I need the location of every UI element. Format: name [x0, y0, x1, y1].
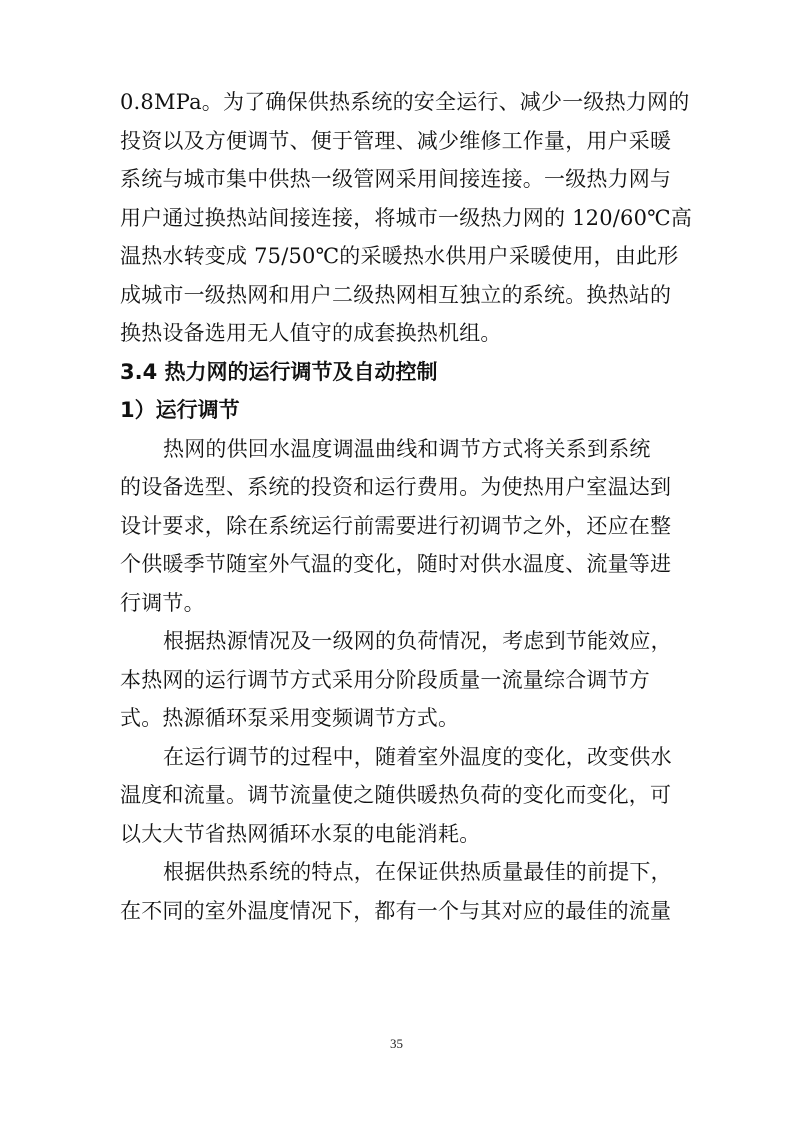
- text-line: 本热网的运行调节方式采用分阶段质量一流量综合调节方: [120, 667, 650, 692]
- text-line: 温热水转变成 75/50℃的采暖热水供用户采暖使用，由此形: [120, 244, 679, 268]
- text-line: 成城市一级热网和用户二级热网相互独立的系统。换热站的: [120, 282, 672, 307]
- text-line: 个供暖季节随室外气温的变化，随时对供水温度、流量等进: [120, 552, 672, 576]
- text-line: 系统与城市集中供热一级管网采用间接连接。一级热力网与: [120, 167, 672, 191]
- paragraph-first-line: 根据供热系统的特点，在保证供热质量最佳的前提下，: [163, 860, 672, 884]
- text-line: 式。热源循环泵采用变频调节方式。: [120, 706, 460, 730]
- text-line: 以大大节省热网循环水泵的电能消耗。: [120, 821, 481, 846]
- text-line: 的设备选型、系统的投资和运行费用。为使热用户室温达到: [120, 475, 672, 499]
- text-line: 在不同的室外温度情况下，都有一个与其对应的最佳的流量: [120, 898, 672, 923]
- paragraph-first-line: 根据热源情况及一级网的负荷情况，考虑到节能效应，: [163, 629, 672, 653]
- text-line: 0.8MPa。为了确保供热系统的安全运行、减少一级热力网的: [120, 90, 690, 114]
- paragraph-first-line: 在运行调节的过程中，随着室外温度的变化，改变供水: [163, 744, 672, 769]
- text-line: 投资以及方便调节、便于管理、减少维修工作量，用户采暖: [120, 128, 672, 153]
- text-line: 温度和流量。调节流量使之随供暖热负荷的变化而变化，可: [120, 783, 672, 807]
- text-line: 用户通过换热站间接连接，将城市一级热力网的 120/60℃高: [120, 205, 693, 230]
- text-line: 换热设备选用无人值守的成套换热机组。: [120, 321, 502, 345]
- body-text: [120, 83, 693, 930]
- text-line: 设计要求，除在系统运行前需要进行初调节之外，还应在整: [120, 513, 672, 538]
- paragraph-first-line: 热网的供回水温度调温曲线和调节方式将关系到系统: [163, 436, 651, 461]
- page-number: 35: [390, 1036, 403, 1051]
- section-heading: 3.4 热力网的运行调节及自动控制: [120, 359, 438, 384]
- sub-heading: 1）运行调节: [120, 398, 240, 422]
- text-line: 行调节。: [120, 590, 205, 615]
